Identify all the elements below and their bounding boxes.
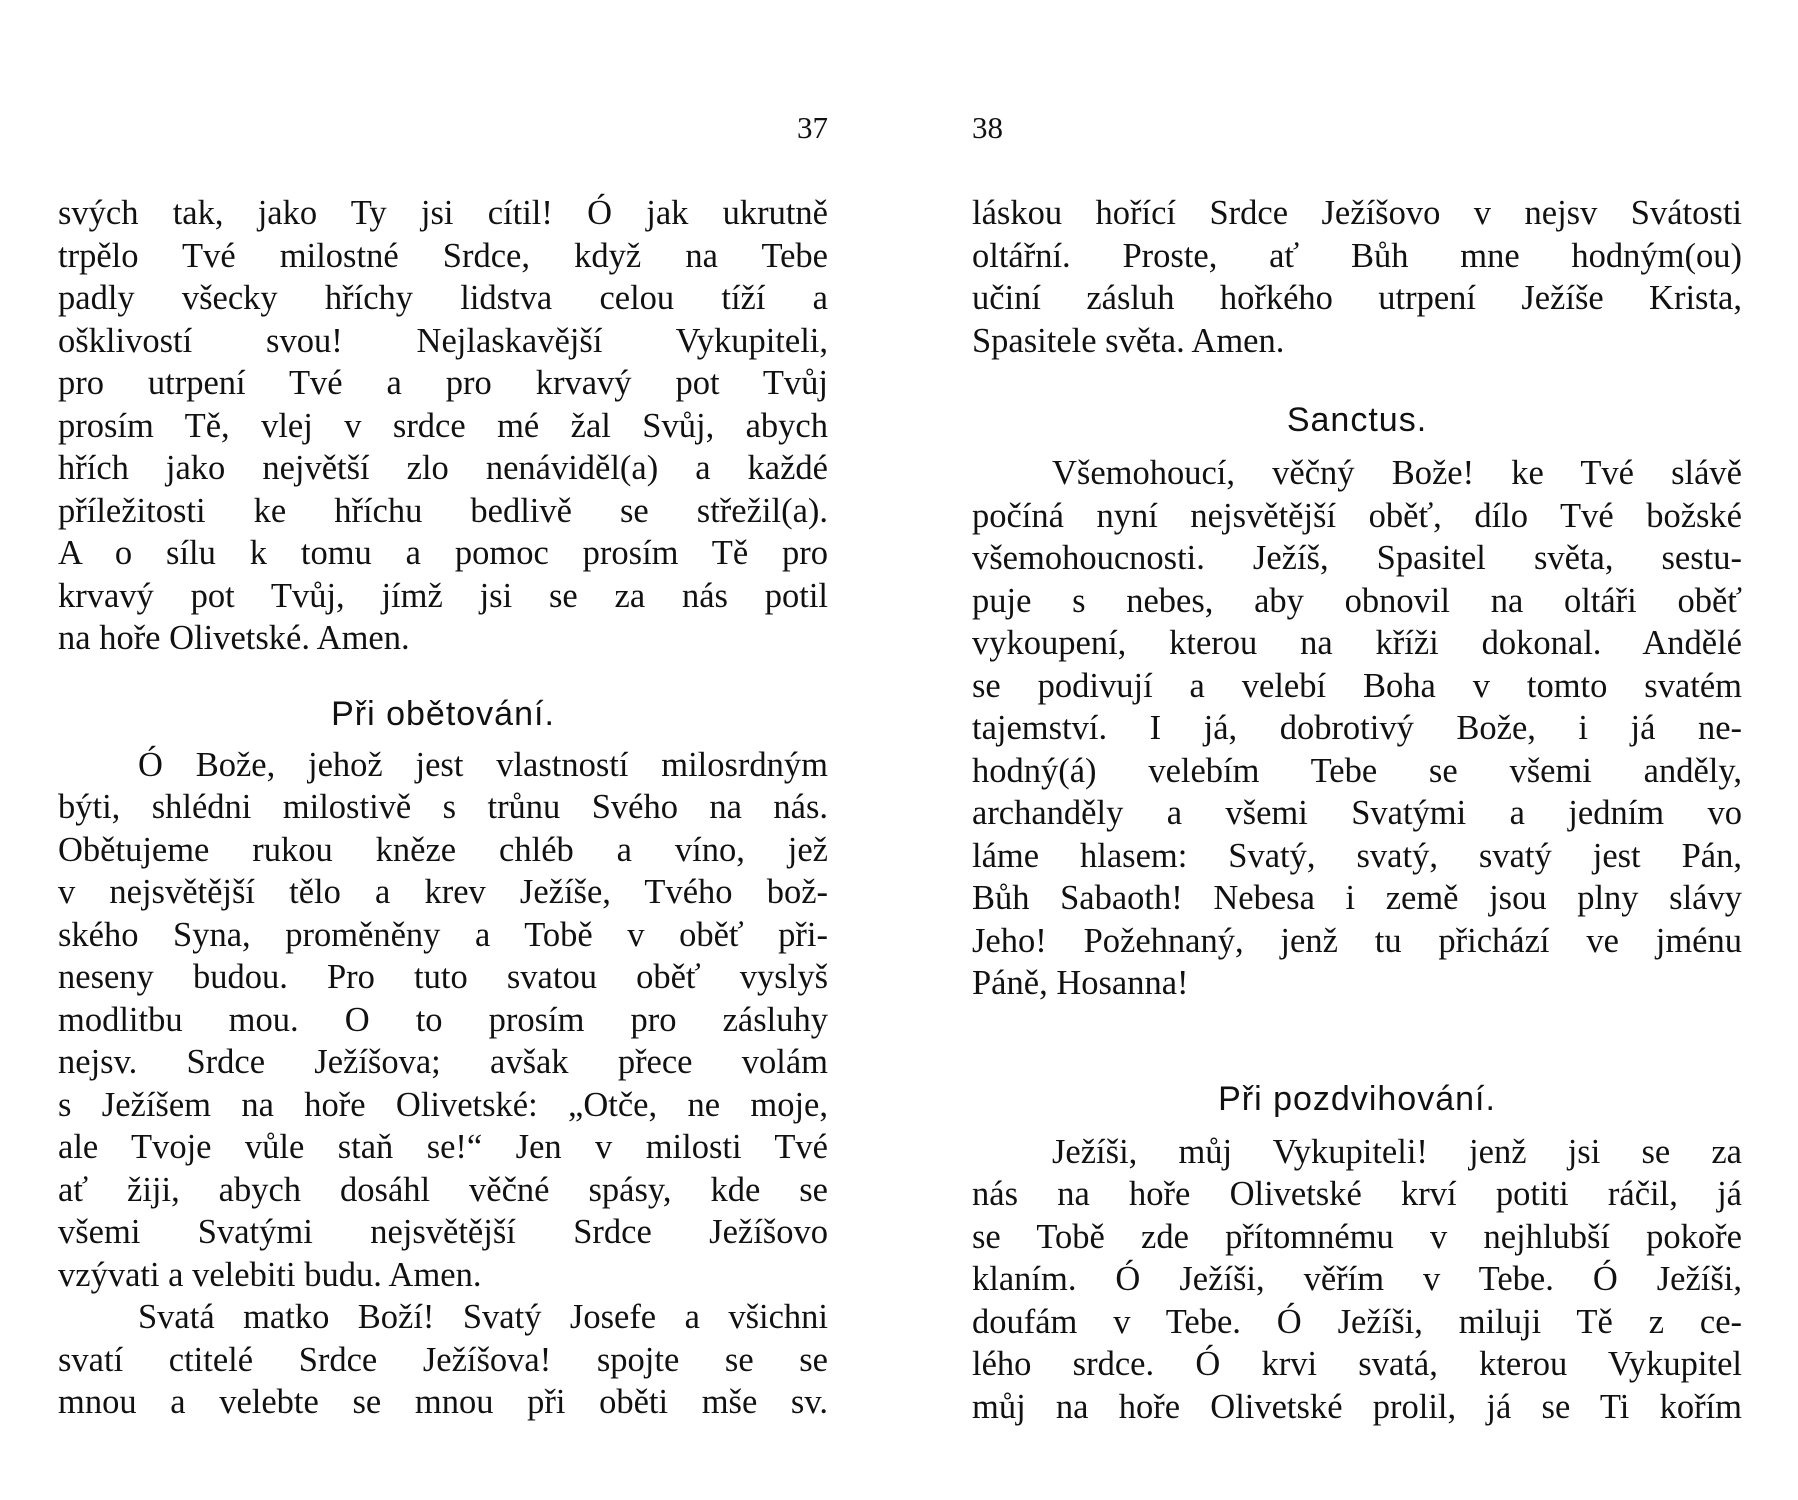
- paragraph: [58, 744, 828, 1297]
- text-line: lého srdce. Ó krvi svatá, kterou Vykupitel: [972, 1345, 1742, 1383]
- text-line: svých tak, jako Ty jsi cítil! Ó jak ukrutně: [58, 194, 828, 232]
- right-page: [972, 0, 1742, 1500]
- text-line: ského Syna, proměněny a Tobě v oběť při-: [58, 915, 828, 954]
- text-line: Bůh Sabaoth! Nebesa i země jsou plny slávy: [972, 879, 1742, 917]
- text-line: Spasitele světa. Amen.: [972, 321, 1285, 360]
- text-line: všemi Svatými nejsvětější Srdce Ježíšovo: [58, 1213, 828, 1251]
- text-line: Ó Bože, jehož jest vlastností milosrdným: [138, 745, 828, 784]
- text-line: Jeho! Požehnaný, jenž tu přichází ve jménu: [972, 921, 1742, 960]
- text-line: příležitosti ke hříchu bedlivě se střežil(a).: [58, 491, 828, 530]
- paragraph: [58, 192, 828, 660]
- text-line: učiní zásluh hořkého utrpení Ježíše Krista,: [972, 279, 1742, 317]
- text-line: můj na hoře Olivetské prolil, já se Ti kořím: [972, 1387, 1742, 1426]
- text-line: Ježíši, můj Vykupiteli! jenž jsi se za: [1052, 1132, 1742, 1171]
- text-line: vzývati a velebiti budu. Amen.: [58, 1255, 482, 1294]
- text-line: vykoupení, kterou na kříži dokonal. Andělé: [972, 624, 1742, 662]
- left-page: [58, 0, 828, 1500]
- text-line: trpělo Tvé milostné Srdce, když na Tebe: [58, 236, 828, 275]
- text-line: mnou a velebte se mnou při oběti mše sv.: [58, 1383, 828, 1421]
- paragraph: [972, 1131, 1742, 1429]
- text-line: padly všecky hříchy lidstva celou tíží a: [58, 279, 828, 317]
- text-line: doufám v Tebe. Ó Ježíši, miluji Tě z ce-: [972, 1302, 1742, 1341]
- text-line: počíná nyní nejsvětější oběť, dílo Tvé božské: [972, 496, 1742, 535]
- text-line: Obětujeme rukou kněze chléb a víno, jež: [58, 830, 828, 869]
- section-heading: Sanctus.: [1286, 401, 1428, 439]
- text-line: prosím Tě, vlej v srdce mé žal Svůj, abych: [58, 406, 828, 445]
- section-heading: Při pozdvihování.: [1218, 1079, 1496, 1118]
- page-number: 37: [797, 110, 828, 145]
- text-line: pro utrpení Tvé a pro krvavý pot Tvůj: [58, 364, 828, 402]
- text-line: klaním. Ó Ježíši, věřím v Tebe. Ó Ježíši,: [972, 1260, 1742, 1298]
- paragraph: [58, 1296, 828, 1424]
- text-line: Svatá matko Boží! Svatý Josefe a všichni: [138, 1298, 828, 1336]
- text-line: A o sílu k tomu a pomoc prosím Tě pro: [58, 534, 828, 572]
- text-line: ošklivostí svou! Nejlaskavější Vykupiteli,: [58, 321, 828, 360]
- paragraph: [972, 452, 1742, 1005]
- text-line: láskou hořící Srdce Ježíšovo v nejsv Svátosti: [972, 194, 1742, 232]
- text-line: svatí ctitelé Srdce Ježíšova! spojte se se: [58, 1340, 828, 1379]
- text-line: ať žiji, abych dosáhl věčné spásy, kde se: [58, 1170, 828, 1209]
- text-line: puje s nebes, aby obnovil na oltáři oběť: [972, 581, 1742, 620]
- paragraph: [972, 192, 1742, 362]
- text-line: láme hlasem: Svatý, svatý, svatý jest Pán,: [972, 836, 1742, 875]
- text-line: oltářní. Proste, ať Bůh mne hodným(ou): [972, 236, 1742, 275]
- page-body: [58, 192, 828, 1424]
- text-line: Všemohoucí, věčný Bože! ke Tvé slávě: [1052, 454, 1742, 492]
- text-line: se podivují a velebí Boha v tomto svatém: [972, 666, 1742, 705]
- text-line: Páně, Hosanna!: [972, 964, 1189, 1002]
- page-body: [972, 192, 1742, 1428]
- text-line: nás na hoře Olivetské krví potiti ráčil, já: [972, 1175, 1742, 1213]
- text-line: neseny budou. Pro tuto svatou oběť vyslyš: [58, 958, 828, 996]
- text-line: všemohoucnosti. Ježíš, Spasitel světa, sestu-: [972, 539, 1742, 577]
- text-line: ale Tvoje vůle staň se!“ Jen v milosti Tvé: [58, 1128, 828, 1166]
- text-line: tajemství. I já, dobrotivý Bože, i já ne-: [972, 709, 1742, 747]
- text-line: hodný(á) velebím Tebe se všemi anděly,: [972, 751, 1742, 790]
- text-line: krvavý pot Tvůj, jímž jsi se za nás potil: [58, 576, 828, 615]
- text-line: v nejsvětější tělo a krev Ježíše, Tvého bož-: [58, 873, 828, 911]
- text-line: nejsv. Srdce Ježíšova; avšak přece volám: [58, 1043, 828, 1081]
- text-line: býti, shlédni milostivě s trůnu Svého na nás.: [58, 788, 828, 826]
- text-line: modlitbu mou. O to prosím pro zásluhy: [58, 1000, 828, 1039]
- text-line: s Ježíšem na hoře Olivetské: „Otče, ne moje,: [58, 1085, 828, 1124]
- page-number: 38: [972, 110, 1003, 145]
- text-line: na hoře Olivetské. Amen.: [58, 619, 410, 657]
- text-line: hřích jako největší zlo nenáviděl(a) a každé: [58, 449, 828, 487]
- section-heading: Při obětování.: [331, 694, 555, 733]
- text-line: se Tobě zde přítomnému v nejhlubší pokoře: [972, 1217, 1742, 1256]
- text-line: archanděly a všemi Svatými a jedním vo: [972, 794, 1742, 832]
